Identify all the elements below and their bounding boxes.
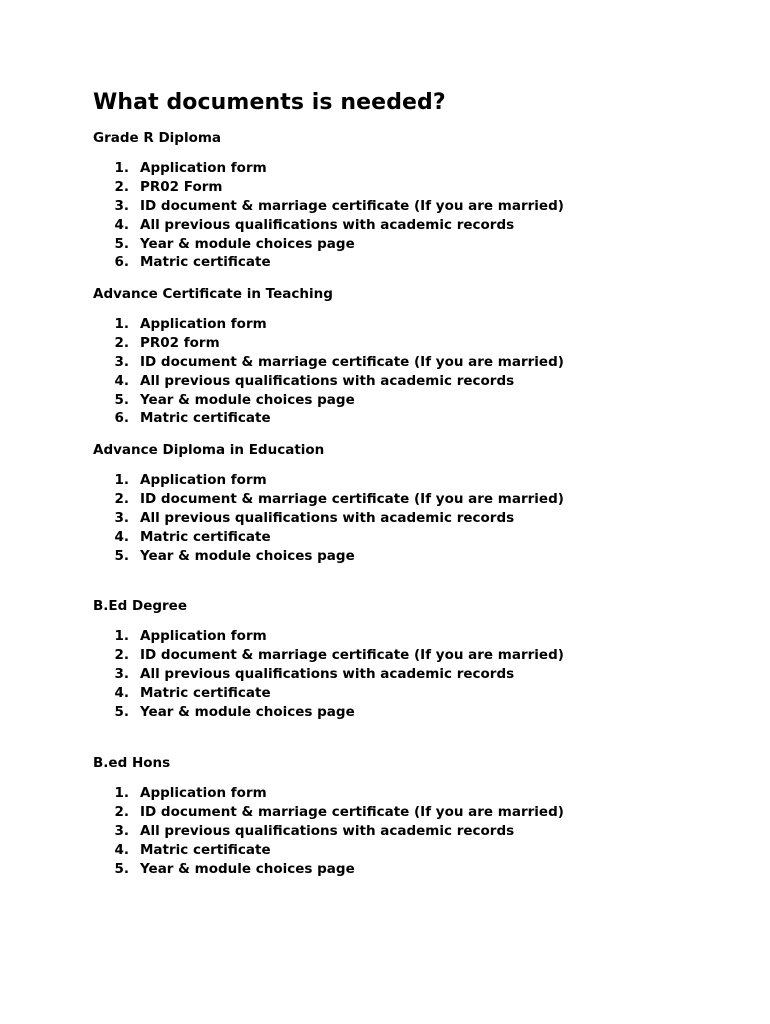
item-number: 2. <box>114 178 129 195</box>
item-number: 5. <box>114 235 129 252</box>
item-text: Year & module choices page <box>140 860 355 877</box>
list-item <box>93 197 564 216</box>
item-text: Year & module choices page <box>140 547 355 564</box>
item-text: ID document & marriage certificate (If you are married) <box>140 646 564 663</box>
item-number: 2. <box>114 334 129 351</box>
list-item <box>93 703 355 722</box>
item-text: Matric certificate <box>140 410 271 427</box>
item-text: Application form <box>140 785 267 801</box>
section-bed-hons <box>93 754 564 878</box>
item-text: ID document & marriage certificate (If you are married) <box>140 490 564 507</box>
section-grade-r-diploma <box>93 129 564 272</box>
item-number: 4. <box>114 372 129 389</box>
list-item <box>93 315 333 334</box>
document-list <box>93 159 564 272</box>
item-number: 6. <box>114 410 129 427</box>
item-number: 4. <box>114 216 129 233</box>
item-number: 4. <box>114 841 129 858</box>
section-heading: Grade R Diploma <box>93 130 222 146</box>
item-number: 3. <box>114 353 129 370</box>
section-heading: B.Ed Degree <box>93 598 187 614</box>
item-text: Application form <box>140 472 267 488</box>
item-number: 5. <box>114 703 129 720</box>
list-item <box>93 547 355 566</box>
list-item <box>93 235 355 254</box>
item-text: Application form <box>140 316 267 332</box>
item-number: 1. <box>114 160 129 176</box>
document-list <box>93 784 564 878</box>
list-item <box>93 253 271 272</box>
section-heading: Advance Certificate in Teaching <box>93 286 333 302</box>
item-text: Year & module choices page <box>140 703 355 720</box>
section-bed-degree <box>93 597 564 721</box>
item-number: 3. <box>114 197 129 214</box>
item-number: 3. <box>114 822 129 839</box>
list-item <box>93 471 324 490</box>
item-number: 5. <box>114 391 129 408</box>
item-text: Application form <box>140 628 267 644</box>
document-list <box>93 627 564 721</box>
section-advance-certificate-in-teaching <box>93 285 564 428</box>
document-title: What documents is needed? <box>93 90 446 115</box>
section-heading: B.ed Hons <box>93 755 171 771</box>
item-number: 2. <box>114 490 129 507</box>
item-number: 1. <box>114 472 129 488</box>
item-text: Matric certificate <box>140 254 271 271</box>
list-item <box>93 178 221 197</box>
item-text: Application form <box>140 160 267 176</box>
list-item <box>93 627 267 646</box>
item-text: ID document & marriage certificate (If you are married) <box>140 353 564 370</box>
item-text: Year & module choices page <box>140 391 355 408</box>
item-number: 6. <box>114 254 129 271</box>
item-text: Matric certificate <box>140 528 271 545</box>
item-text: PR02 Form <box>140 178 223 195</box>
item-text: PR02 form <box>140 334 220 351</box>
item-number: 2. <box>114 646 129 663</box>
list-item <box>93 528 324 547</box>
document-page <box>93 88 713 877</box>
section-advance-diploma-in-education <box>93 441 564 565</box>
section-heading: Advance Diploma in Education <box>93 442 325 458</box>
list-item <box>93 509 515 528</box>
list-item <box>93 159 267 178</box>
list-item <box>93 841 271 860</box>
item-text: Matric certificate <box>140 684 271 701</box>
item-number: 3. <box>114 509 129 526</box>
item-text: All previous qualifications with academic records <box>140 216 515 233</box>
list-item <box>93 490 564 509</box>
item-number: 1. <box>114 316 129 332</box>
item-text: All previous qualifications with academic records <box>140 509 515 526</box>
list-item <box>93 860 355 879</box>
item-text: Matric certificate <box>140 841 271 858</box>
document-list <box>93 315 564 428</box>
list-item <box>93 391 355 410</box>
list-item <box>93 646 564 665</box>
item-number: 5. <box>114 547 129 564</box>
document-list <box>93 471 564 565</box>
item-number: 3. <box>114 665 129 682</box>
list-item <box>93 784 267 803</box>
list-item <box>93 353 564 372</box>
list-item <box>93 665 515 684</box>
item-text: All previous qualifications with academic records <box>140 372 515 389</box>
item-text: ID document & marriage certificate (If you are married) <box>140 197 564 214</box>
item-number: 5. <box>114 860 129 877</box>
list-item <box>93 334 333 353</box>
list-item <box>93 684 271 703</box>
list-item <box>93 822 515 841</box>
item-number: 4. <box>114 684 129 701</box>
item-text: Year & module choices page <box>140 235 355 252</box>
item-text: All previous qualifications with academic records <box>140 822 515 839</box>
list-item <box>93 216 515 235</box>
item-number: 1. <box>114 628 129 644</box>
item-number: 4. <box>114 528 129 545</box>
item-text: ID document & marriage certificate (If you are married) <box>140 803 564 820</box>
item-number: 1. <box>114 785 129 801</box>
item-number: 2. <box>114 803 129 820</box>
list-item <box>93 409 333 428</box>
list-item <box>93 803 564 822</box>
list-item <box>93 372 515 391</box>
item-text: All previous qualifications with academic records <box>140 665 515 682</box>
